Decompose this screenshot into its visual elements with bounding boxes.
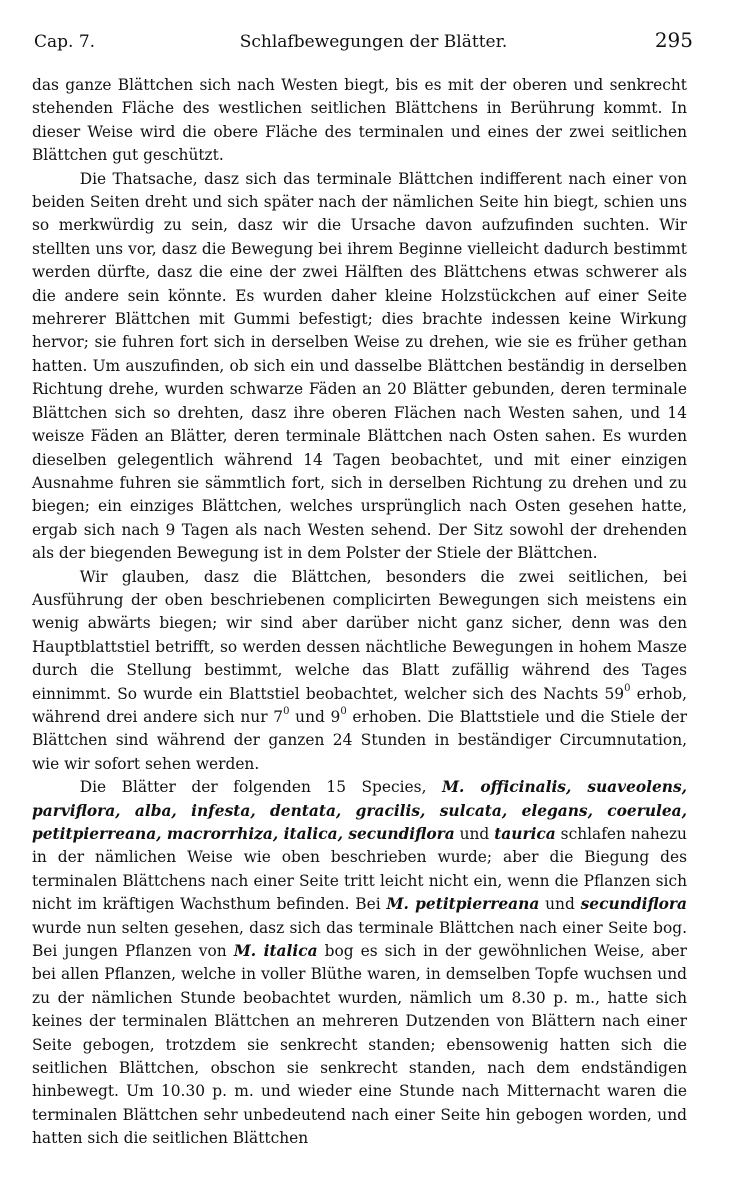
- chapter-label: Cap. 7.: [34, 32, 96, 52]
- running-title: Schlafbewegungen der Blätter.: [239, 32, 508, 52]
- degree-sign: 0: [624, 682, 631, 694]
- paragraph-species: [32, 776, 687, 1151]
- species-name: secundiflora: [580, 895, 687, 914]
- species-names: M. officinalis, suaveolens, parviflora, alba, infesta, dentata, gracilis, sulcata, elegans, coerulea, petitpierreana, macrorrhiza, italica, secundiflora: [32, 778, 687, 843]
- species-name: taurica: [494, 825, 556, 843]
- running-header: [34, 28, 693, 54]
- page-number: 295: [654, 28, 693, 52]
- text-run: wurde nun selten gesehen, dasz sich das terminale Blättchen nach einer Seite bog. Bei jungen Pflanzen von: [32, 918, 687, 961]
- species-name: M. italica: [233, 942, 318, 961]
- text-run: schlafen nahezu in der nämlichen Weise wie oben beschrieben wurde; aber die Biegung des terminalen Blättchens nach einer Seite tritt leicht nicht ein, wenn die Pflanzen sich nicht im kräftigen Wachsthum befinden. Bei: [32, 825, 687, 914]
- text-run: erhoben. Die Blattstiele und die Stiele der Blättchen sind während der ganzen 24 Stunden in beständiger Circumnutation, wie wir sofort sehen werden.: [32, 707, 687, 773]
- degree-sign: 0: [340, 706, 347, 718]
- text-run: erhob, während drei andere sich nur 7: [32, 684, 688, 726]
- paragraph-continuation: das ganze Blättchen sich nach Westen biegt, bis es mit der oberen und senkrecht stehenden Fläche des westlichen seitlichen Blättchens in Berührung kommt. In dieser Weise wird die obere Fläche des terminalen und eines der zwei seitlichen Blättchen gut geschützt.: [32, 76, 687, 165]
- paragraph-leaflet-movements: [32, 566, 687, 777]
- text-run: und: [539, 895, 581, 914]
- text-run: und 9: [289, 707, 341, 726]
- paragraph-terminal-leaflet: Die Thatsache, dasz sich das terminale Blättchen indifferent nach einer von beiden Seiten dreht und sich später nach der nämlichen Seite hin biegt, schien uns so merkwürdig zu sein, dasz wir die Ursache davon aufzufinden suchten. Wir stellten uns vor, dasz die Bewegung bei ihrem Beginne vielleicht dadurch bestimmt werden dürfte, dasz die eine der zwei Hälften des Blättchens etwas schwerer als die andere sein könnte. Es wurden daher kleine Holzstückchen auf einer Seite mehrerer Blättchen mit Gummi befestigt; dies brachte indessen keine Wirkung hervor; sie fuhren fort sich in derselben Weise zu drehen, wie sie es früher gethan hatten. Um auszufinden, ob sich ein und dasselbe Blättchen beständig in derselben Richtung drehe, wurden schwarze Fäden an 20 Blätter gebunden, deren terminale Blättchen sich so drehten, dasz ihre oberen Flächen nach Westen sahen, und 14 weisze Fäden an Blätter, deren terminale Blättchen nach Osten sahen. Es wurden dieselben gelegentlich während 14 Tagen beobachtet, und mit einer einzigen Ausnahme fuhren sie sämmtlich fort, sich in derselben Richtung zu drehen und zu biegen; ein einziges Blättchen, welches ursprünglich nach Osten gesehen hatte, ergab sich nach 9 Tagen als nach Westen sehend. Der Sitz sowohl der drehenden als der biegenden Bewegung ist in dem Polster der Stiele der Blättchen.: [32, 169, 687, 563]
- text-run: Die Blätter der folgenden 15 Species,: [79, 778, 442, 797]
- species-name: M. petitpierreana: [386, 895, 540, 914]
- text-run: und: [454, 825, 495, 843]
- degree-sign: 0: [283, 706, 290, 718]
- body-text: [32, 74, 687, 1151]
- text-run: bog es sich in der gewöhnlichen Weise, aber bei allen Pflanzen, welche in voller Blüthe waren, in demselben Topfe wuchsen und zu der nämlichen Stunde beobachtet wurden, nämlich um 8.30 p. m., hatte sich keines der terminalen Blättchen an mehreren Dutzenden von Blättern nach einer Seite gebogen, trotzdem sie senkrecht standen; ebensowenig hatten sich die seitlichen Blättchen, obschon sie senkrecht standen, nach dem endständigen hinbewegt. Um 10.30 p. m. und wieder eine Stunde nach Mitternacht waren die terminalen Blättchen sehr unbedeutend nach einer Seite hin gebogen worden, und hatten sich die seitlichen Blättchen: [32, 942, 688, 1148]
- text-run: Wir glauben, dasz die Blättchen, besonders die zwei seitlichen, bei Ausführung der oben beschriebenen complicirten Bewegungen sich meistens ein wenig abwärts biegen; wir sind aber darüber nicht ganz sicher, denn was den Hauptblattstiel betrifft, so werden dessen nächtliche Bewegungen in hohem Masze durch die Stellung bestimmt, welche das Blatt zufällig während des Tages einnimmt. So wurde ein Blattstiel beobachtet, welcher sich des Nachts 59: [32, 567, 687, 703]
